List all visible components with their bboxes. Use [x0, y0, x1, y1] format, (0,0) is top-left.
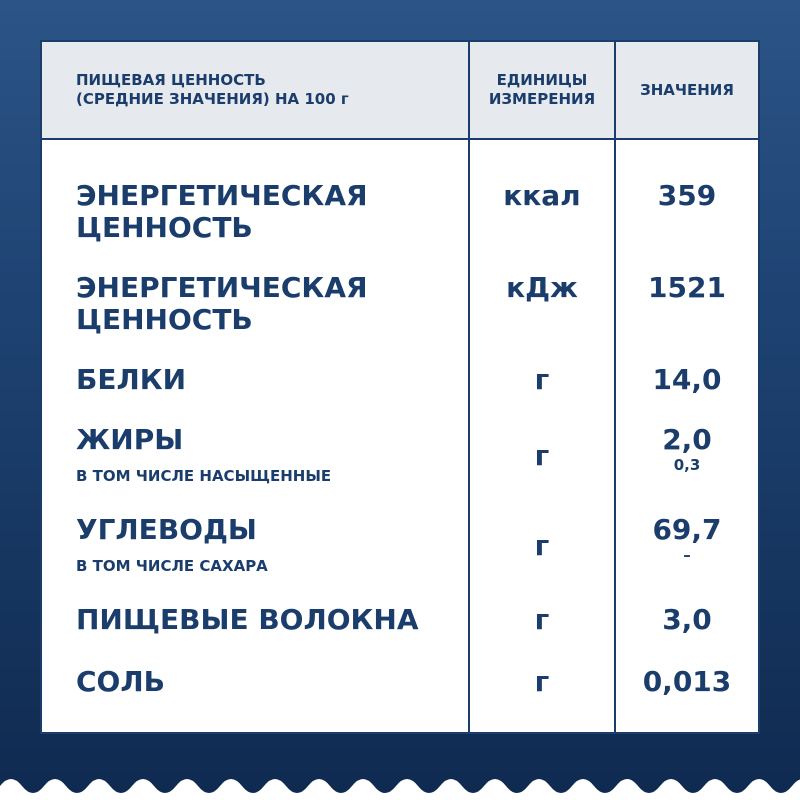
- nutrient-name-main: ЖИРЫ: [76, 423, 184, 456]
- nutrient-name: БЕЛКИ: [76, 363, 187, 396]
- nutrient-name: [76, 424, 456, 486]
- nutrient-unit: г: [534, 603, 550, 636]
- nutrient-value: [616, 514, 758, 564]
- nutrient-unit: г: [534, 363, 550, 396]
- nutrient-value: 1521: [648, 271, 726, 304]
- nutrition-table: [40, 40, 760, 734]
- nutrient-name: [76, 180, 456, 244]
- nutrient-subname: В ТОМ ЧИСЛЕ НАСЫЩЕННЫЕ: [76, 467, 332, 485]
- header-value: ЗНАЧЕНИЯ: [640, 80, 734, 99]
- header-nutrition-label: [76, 42, 456, 138]
- nutrient-value: 0,013: [642, 665, 732, 698]
- header-unit-line1: ЕДИНИЦЫ: [496, 71, 588, 89]
- header-units: [470, 42, 614, 138]
- nutrient-name: ПИЩЕВЫЕ ВОЛОКНА: [76, 603, 419, 636]
- header-name-line1: ПИЩЕВАЯ ЦЕННОСТЬ: [76, 71, 266, 89]
- nutrient-name: СОЛЬ: [76, 665, 165, 698]
- nutrient-name-line1: ЭНЕРГЕТИЧЕСКАЯ: [76, 271, 368, 304]
- nutrient-value-main: 69,7: [652, 513, 722, 546]
- header-name-line2: (СРЕДНИЕ ЗНАЧЕНИЯ) НА 100 г: [76, 90, 349, 108]
- wave-decoration: [0, 772, 800, 800]
- nutrient-unit: кДж: [506, 271, 578, 304]
- nutrient-name-line2: ЦЕННОСТЬ: [76, 303, 253, 336]
- nutrient-value: 359: [657, 179, 717, 212]
- nutrient-subvalue: –: [683, 546, 691, 564]
- nutrient-unit: ккал: [503, 179, 581, 212]
- nutrient-unit: г: [534, 665, 550, 698]
- nutrient-value: [616, 424, 758, 474]
- nutrient-name-main: УГЛЕВОДЫ: [76, 513, 257, 546]
- nutrient-name: [76, 272, 456, 336]
- nutrient-value-main: 2,0: [662, 423, 712, 456]
- nutrient-unit: г: [534, 529, 550, 562]
- nutrient-value: 3,0: [662, 603, 712, 636]
- nutrient-subname: В ТОМ ЧИСЛЕ САХАРА: [76, 557, 268, 575]
- header-values: [616, 42, 758, 138]
- nutrient-name: [76, 514, 456, 576]
- nutrient-subvalue: 0,3: [673, 456, 701, 474]
- nutrient-unit: г: [534, 439, 550, 472]
- header-unit-line2: ИЗМЕРЕНИЯ: [488, 90, 596, 108]
- nutrient-name-line2: ЦЕННОСТЬ: [76, 211, 253, 244]
- nutrient-name-line1: ЭНЕРГЕТИЧЕСКАЯ: [76, 179, 368, 212]
- nutrient-value: 14,0: [652, 363, 722, 396]
